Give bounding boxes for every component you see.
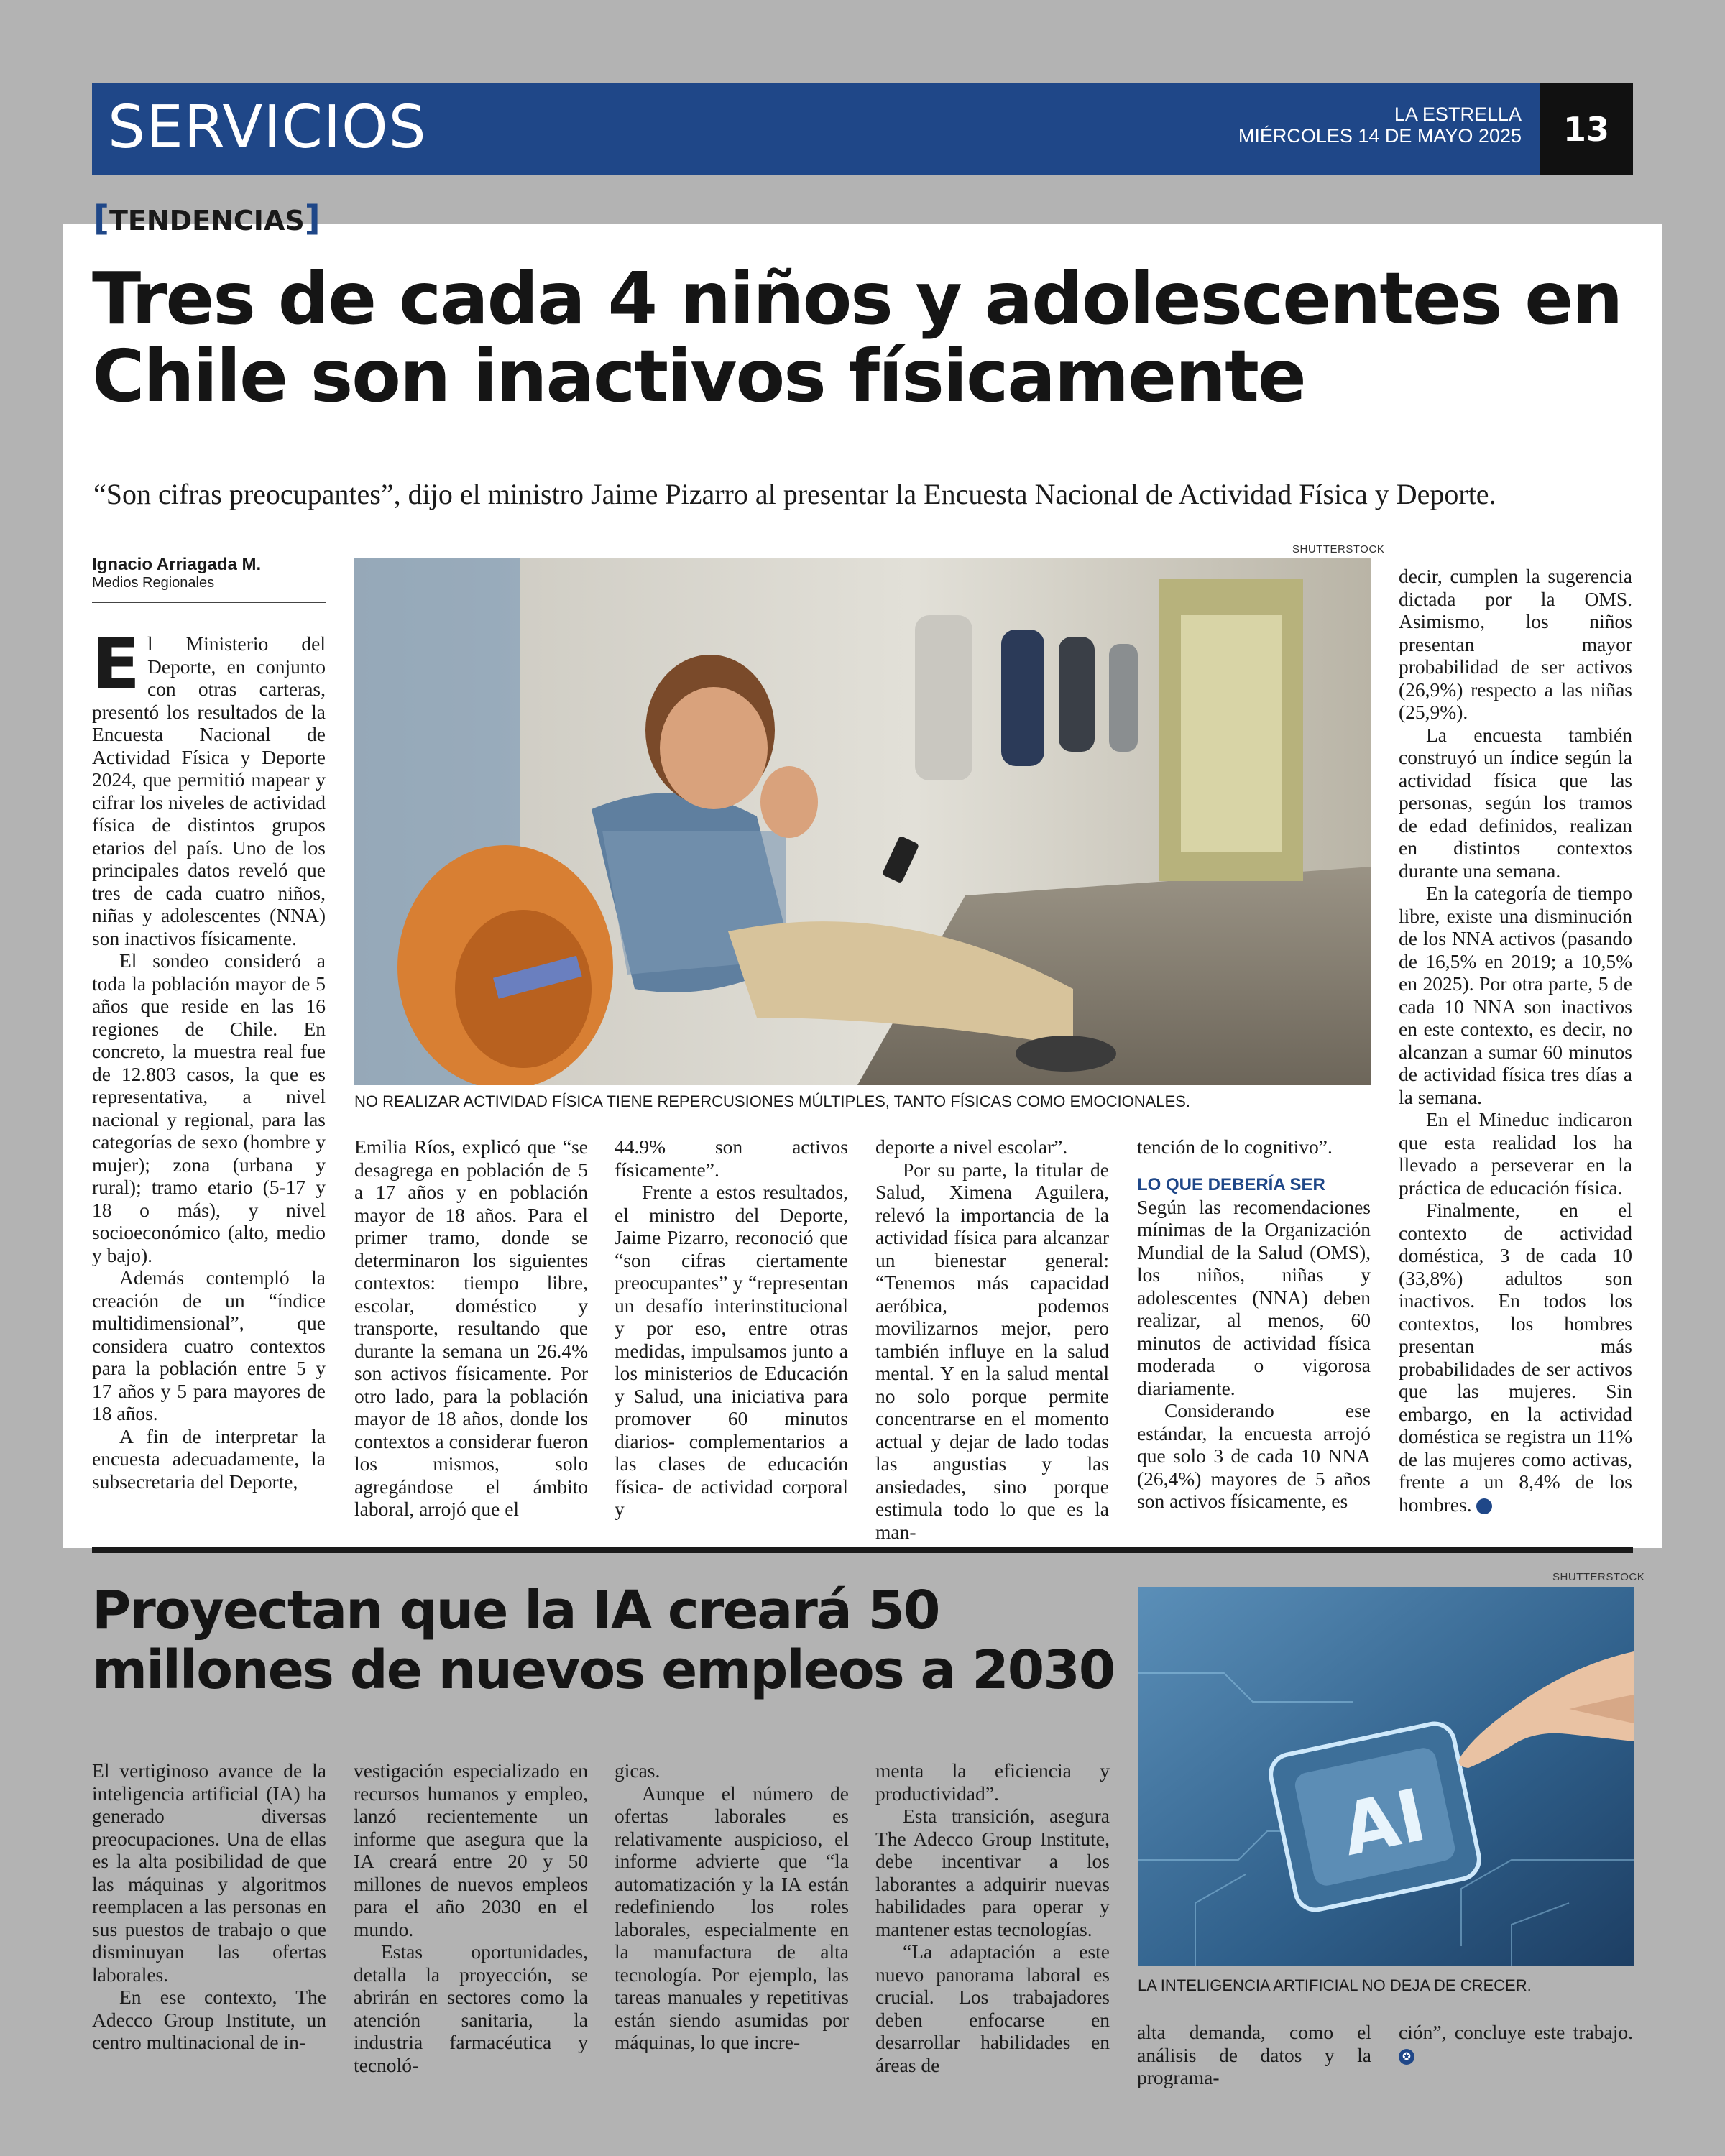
paragraph: En la categoría de tiempo libre, existe una disminución de los NNA activos (pasando de 16,5% en 2019; a 10,5% en 2025). Por otra parte, 5 de cada 10 NNA son inactivos en este contexto, es decir, no alcanzan a sumar 60 minutos de actividad física tres días a la semana. [1399, 882, 1632, 1108]
byline [92, 555, 326, 603]
article-subhead: “Son cifras preocupantes”, dijo el ministro Jaime Pizarro al presentar la Encuesta Nacional de Actividad Física y Deporte. [93, 478, 1496, 510]
article-column-1 [92, 624, 326, 1493]
publication-info [1238, 103, 1522, 147]
ai-chip-label: AI [1334, 1772, 1433, 1873]
end-of-article-icon: ✪ [1476, 1498, 1492, 1514]
article2-photo-credit: SHUTTERSTOCK [1552, 1571, 1645, 1583]
article-kicker: [TENDENCIAS] [93, 198, 321, 239]
paragraph: alta demanda, como el análisis de datos y la programa- [1137, 2021, 1371, 2088]
paragraph: En el Mineduc indicaron que esta realidad los ha llevado a perseverar en la práctica de educación física. [1399, 1108, 1632, 1199]
article2-column-2 [354, 1759, 588, 2076]
paragraph: En ese contexto, The Adecco Group Institute, un centro multinacional de in- [92, 1986, 326, 2053]
paragraph: Finalmente, en el contexto de actividad doméstica, 3 de cada 10 (33,8%) adultos son inactivos. En todos los contextos, los hombres presentan más probabilidades de ser activos que las mujeres. Sin embargo, en la actividad doméstica se registra un 11% de las mujeres como activas, frente a un 8,4% de los hombres. ✪ [1399, 1199, 1632, 1516]
paragraph: deporte a nivel escolar”. [875, 1135, 1068, 1158]
paragraph: decir, cumplen la sugerencia dictada por la OMS. Asimismo, los niños presentan mayor probabilidad de ser activos (26,9%) respecto a las niñas (25,9%). [1399, 565, 1632, 723]
article-column-3 [615, 1135, 848, 1521]
publication-date: MIÉRCOLES 14 DE MAYO 2025 [1238, 125, 1522, 147]
end-of-article-icon: ✪ [1399, 2049, 1414, 2065]
paragraph: tención de lo cognitivo”. [1137, 1135, 1333, 1158]
paragraph: menta la eficiencia y productividad”. [875, 1759, 1110, 1805]
article-divider [92, 1547, 1633, 1553]
article2-column-6 [1399, 2021, 1633, 2066]
article-column-5 [1137, 1135, 1371, 1513]
article-column-2 [354, 1135, 588, 1521]
paragraph: Considerando ese estándar, la encuesta arrojó que solo 3 de cada 10 NNA (26,4%) mayores de 5 años son activos físicamente, es [1137, 1399, 1371, 1512]
paragraph: Según las recomendaciones mínimas de la Organización Mundial de la Salud (OMS), los niños, niñas y adolescentes (NNA) deben realizar, al menos, 60 minutos de actividad física moderada o vigorosa diariamente. [1137, 1195, 1371, 1399]
byline-source: Medios Regionales [92, 575, 215, 591]
paragraph: Además contempló la creación de un “índice multidimensional”, que considera cuatro contextos para la población entre 5 y 17 años y 5 para mayores de 18 años. [92, 1266, 326, 1424]
paragraph: Aunque el número de ofertas laborales es relativamente auspicioso, el informe advierte que “la automatización y la IA están redefiniendo los roles laborales, especialmente en la manufactura de alta tecnología. Por ejemplo, las tareas manuales y repetitivas están siendo asumidas por máquinas, lo que incre- [615, 1782, 849, 2053]
article2-photo-ai-hand [1138, 1587, 1634, 1966]
article2-photo-caption: LA INTELIGENCIA ARTIFICIAL NO DEJA DE CRECER. [1138, 1976, 1532, 1994]
byline-author: Ignacio Arriagada M. [92, 555, 262, 574]
article2-headline: Proyectan que la IA creará 50 millones de nuevos empleos a 2030 [92, 1580, 1115, 1701]
article2-column-3 [615, 1759, 849, 2054]
drop-cap: E [92, 624, 140, 706]
paragraph: vestigación especializado en recursos humanos y empleo, lanzó recientemente un informe que asegura que la IA creará entre 20 y 50 millones de nuevos empleos para el año 2030 en el mundo. [354, 1759, 588, 1940]
photo-credit: SHUTTERSTOCK [1292, 543, 1385, 556]
article-column-6 [1399, 565, 1632, 1516]
paragraph: A fin de interpretar la encuesta adecuadamente, la subsecretaria del Deporte, [92, 1424, 326, 1493]
paragraph: La encuesta también construyó un índice según la actividad física que las personas, según los tramos de edad definidos, realizan en distintos contextos durante una semana. [1399, 723, 1632, 882]
publication-name: LA ESTRELLA [1394, 103, 1522, 125]
article2-column-4 [875, 1759, 1110, 2076]
photo-caption: NO REALIZAR ACTIVIDAD FÍSICA TIENE REPERCUSIONES MÚLTIPLES, TANTO FÍSICAS COMO EMOCIONALES. [354, 1092, 1190, 1110]
paragraph: “La adaptación a este nuevo panorama laboral es crucial. Los trabajadores deben enfocarse en desarrollar habilidades en áreas de [875, 1940, 1110, 2076]
paragraph: 44.9% son activos físicamente”. [615, 1135, 848, 1181]
ai-photo-illustration [1138, 1587, 1634, 1966]
photo-illustration [354, 558, 1371, 1085]
section-header [92, 83, 1633, 175]
section-name: SERVICIOS [108, 93, 427, 162]
paragraph: Emilia Ríos, explicó que “se desagrega en población de 5 a 17 años y en población mayor de 18 años. Para el primer tramo, donde se determinaron los siguientes contextos: tiempo libre, escolar, doméstico y transporte, resultando que durante la semana un 26.4% son activos físicamente. Por otro lado, para la población mayor de 18 años, donde los contextos a considerar fueron los mismos, solo agregándose el ámbito laboral, arrojó que el [354, 1135, 588, 1520]
paragraph: El vertiginoso avance de la inteligencia artificial (IA) ha generado diversas preocupaciones. Una de ellas es la alta posibilidad de que las máquinas y algoritmos reemplacen a las personas en sus puestos de trabajo o que disminuyan las ofertas laborales. [92, 1759, 326, 1986]
inline-subheading: LO QUE DEBERÍA SER [1137, 1174, 1325, 1194]
article2-column-1 [92, 1759, 326, 2054]
paragraph: gicas. [615, 1759, 661, 1782]
article2-column-5 [1137, 2021, 1371, 2089]
paragraph: Por su parte, la titular de Salud, Ximena Aguilera, relevó la importancia de la actividad física para alcanzar un bienestar general: “Tenemos más capacidad aeróbica, podemos movilizarnos mejor, pero también influye en la salud mental. Y en la salud mental no solo porque permite concentrarse en el momento actual y dejar de lado todas las angustias y las ansiedades, sino porque estimula todo lo que es la man- [875, 1158, 1109, 1543]
paragraph: Estas oportunidades, detalla la proyección, se abrirán en sectores como la atención sanitaria, la industria farmacéutica y tecnoló- [354, 1940, 588, 2076]
lead-paragraph: El Ministerio del Deporte, en conjunto con otras carteras, presentó los resultados de la Encuesta Nacional de Actividad Física y Deporte 2024, que permitió mapear y cifrar los niveles de actividad física de distintos grupos etarios del país. Uno de los principales datos reveló que tres de cada cuatro niños, niñas y adolescentes (NNA) son inactivos físicamente. [92, 624, 326, 949]
paragraph: Esta transición, asegura The Adecco Group Institute, debe incentivar a los laborantes a adquirir nuevas habilidades para operar y mantener estas tecnologías. [875, 1805, 1110, 1940]
kicker-label: TENDENCIAS [109, 205, 305, 236]
paragraph: El sondeo consideró a toda la población mayor de 5 años que reside en las 16 regiones de Chile. En concreto, la muestra real fue de 12.803 casos, la que es representativa, a nivel nacional y regional, para las categorías de sexo (hombre y mujer); zona (urbana y rural); tramo etario (5-17 y 18 o más), y nivel socioeconómico (alto, medio y bajo). [92, 949, 326, 1266]
article-photo-child-with-phone [354, 558, 1371, 1085]
paragraph: ción”, concluye este trabajo. ✪ [1399, 2021, 1633, 2066]
page-number: 13 [1540, 83, 1633, 175]
article-headline: Tres de cada 4 niños y adolescentes en Chile son inactivos físicamente [92, 257, 1622, 418]
paragraph: Frente a estos resultados, el ministro del Deporte, Jaime Pizarro, reconoció que “son cifras ciertamente preocupantes” y “representan un desafío interinstitucional y por eso, entre otras medidas, impulsamos junto a los ministerios de Educación y Salud, una iniciativa para promover 60 minutos diarios- complementarios a las clases de educación física- de actividad corporal y [615, 1181, 848, 1520]
article-column-4 [875, 1135, 1109, 1543]
